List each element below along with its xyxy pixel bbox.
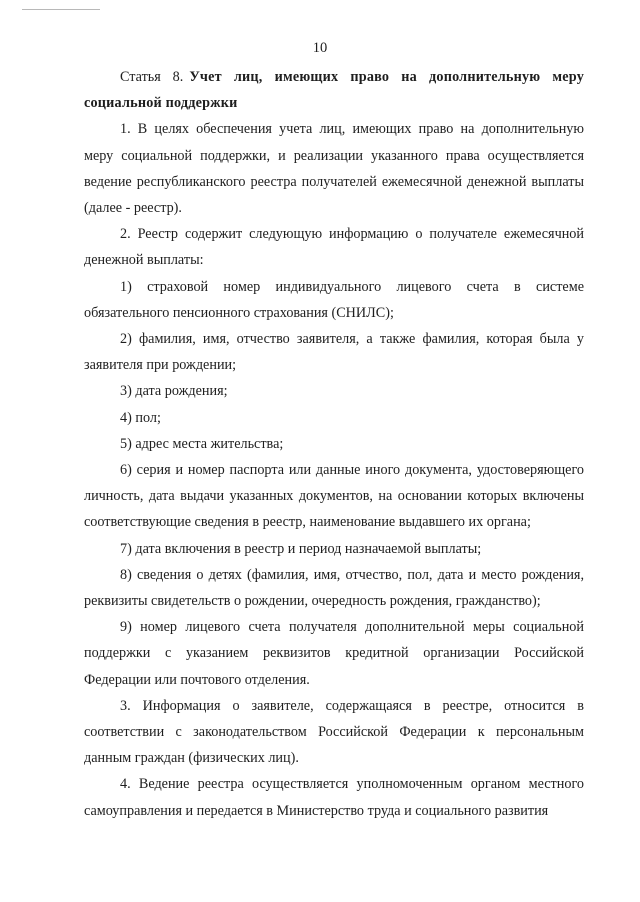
article-title: Учет лиц, имеющих право на дополнительную меру социальной поддержки bbox=[84, 69, 584, 112]
page-number: 10 bbox=[312, 40, 328, 56]
list-item-3: 3) дата рождения; bbox=[120, 383, 228, 400]
paragraph-2: 2. Реестр содержит следующую информацию о получателе ежемесячной денежной выплаты: bbox=[84, 226, 584, 269]
document-body bbox=[84, 64, 584, 824]
list-item-7: 7) дата включения в реестр и период назначаемой выплаты; bbox=[120, 540, 482, 557]
paragraph-3: 3. Информация о заявителе, содержащаяся в реестре, относится в соответствии с законодательством Российской Федерации к персональным данным граждан (физических лиц). bbox=[84, 697, 584, 767]
list-item-4: 4) пол; bbox=[120, 409, 161, 426]
article-heading bbox=[84, 64, 584, 116]
article-label: Статья 8. bbox=[120, 69, 184, 85]
list-item-9: 9) номер лицевого счета получателя дополнительной меры социальной поддержки с указанием реквизитов кредитной организации Российской Федерации или почтового отделения. bbox=[84, 619, 584, 688]
paragraph-4: 4. Ведение реестра осуществляется уполномоченным органом местного самоуправления и передается в Министерство труда и социального развития bbox=[84, 776, 584, 819]
list-item-1: 1) страховой номер индивидуального лицевого счета в системе обязательного пенсионного страхования (СНИЛС); bbox=[84, 278, 584, 321]
list-item-5: 5) адрес места жительства; bbox=[120, 435, 284, 452]
list-item-6: 6) серия и номер паспорта или данные иного документа, удостоверяющего личность, дата выдачи указанных документов, на основании которых включены соответствующие сведения в реестр, наименование выдавшего их органа; bbox=[84, 462, 584, 531]
list-item-8: 8) сведения о детях (фамилия, имя, отчество, пол, дата и место рождения, реквизиты свидетельств о рождении, очередность рождения, гражданство); bbox=[84, 566, 584, 610]
paragraph-1: 1. В целях обеспечения учета лиц, имеющих право на дополнительную меру социальной поддержки, и реализации указанного права осуществляется ведение республиканского реестра получателей ежемесячной денежной выплаты (далее - реестр). bbox=[84, 121, 584, 217]
scan-edge-mark bbox=[22, 9, 100, 10]
list-item-2: 2) фамилия, имя, отчество заявителя, а также фамилия, которая была у заявителя при рождении; bbox=[84, 331, 584, 374]
